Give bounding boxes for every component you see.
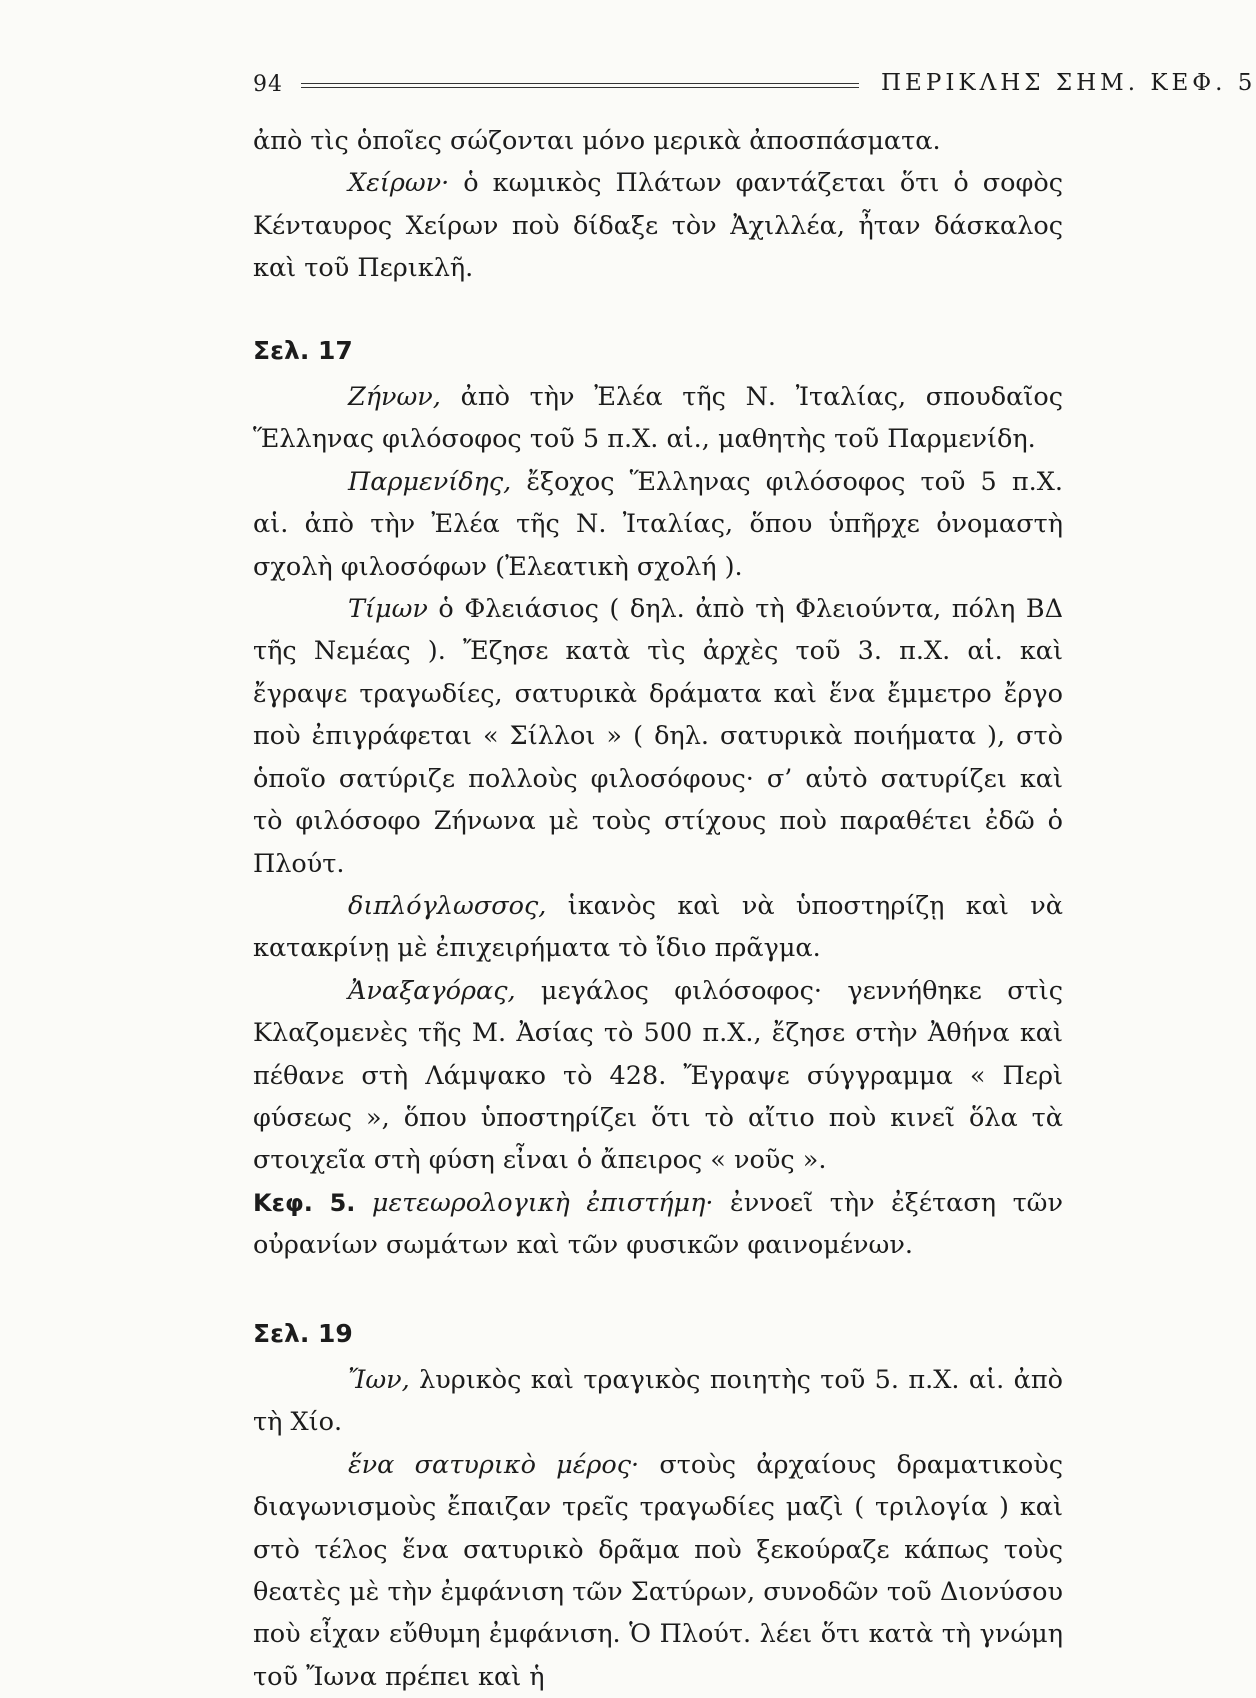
note-paragraph bbox=[253, 970, 1063, 1182]
note-paragraph bbox=[253, 162, 1063, 289]
note-text: ὁ κωμικὸς Πλάτων φαντάζεται ὅτι ὁ σοφὸς Κένταυρος Χείρων ποὺ δίδαξε τὸν Ἀχιλλέα, ἦταν δάσκαλος καὶ τοῦ Περικλῆ. bbox=[253, 168, 1063, 284]
note-paragraph bbox=[253, 376, 1063, 461]
chapter-label: Κεφ. 5. bbox=[253, 1188, 356, 1217]
note-paragraph bbox=[253, 1444, 1063, 1698]
note-text: μεγάλος φιλόσοφος· γεννήθηκε στὶς Κλαζομενὲς τῆς Μ. Ἀσίας τὸ 500 π.Χ., ἔζησε στὴν Ἀθήνα καὶ πέθανε στὴ Λάμψακο τὸ 428. Ἔγραψε σύγγραμμα « Περὶ φύσεως », ὅπου ὑποστηρίζει ὅτι τὸ αἴτιο ποὺ κινεῖ ὅλα τὰ στοιχεῖα στὴ φύση εἶναι ὁ ἄπειρος « νοῦς ». bbox=[253, 975, 1063, 1176]
section-heading: Σελ. 19 bbox=[253, 1318, 353, 1348]
note-text: ἔξοχος Ἕλληνας φιλόσοφος τοῦ 5 π.Χ. αἱ. ἀπὸ τὴν Ἐλέα τῆς Ν. Ἰταλίας, ὅπου ὑπῆρχε ὀνομαστὴ σχολὴ φιλοσόφων (Ἐλεατικὴ σχολή ). bbox=[253, 466, 1063, 582]
paragraph: ἀπὸ τὶς ὁποῖες σώζονται μόνο μερικὰ ἀποσπάσματα. bbox=[253, 126, 941, 156]
note-term: Παρμενίδης, bbox=[348, 466, 512, 497]
section-heading: Σελ. 17 bbox=[253, 335, 353, 365]
note-term: Ἴων, bbox=[348, 1364, 410, 1395]
note-term: ἕνα σατυρικὸ μέρος· bbox=[348, 1449, 640, 1480]
note-term: Ἀναξαγόρας, bbox=[348, 975, 516, 1006]
note-text: ἱκανὸς καὶ νὰ ὑποστηρίζῃ καὶ νὰ κατακρίνῃ μὲ ἐπιχειρήματα τὸ ἴδιο πρᾶγμα. bbox=[253, 890, 1063, 964]
note-text: ἐννοεῖ τὴν ἐξέταση τῶν οὐρανίων σωμάτων καὶ τῶν φυσικῶν φαινομένων. bbox=[253, 1187, 1063, 1261]
page-number: 94 bbox=[253, 72, 283, 97]
note-term: μετεωρολογικὴ ἐπιστήμη· bbox=[355, 1187, 714, 1218]
page-header bbox=[253, 66, 1256, 106]
note-paragraph bbox=[253, 461, 1063, 588]
chapter-note-paragraph bbox=[253, 1182, 1063, 1267]
note-text: λυρικὸς καὶ τραγικὸς ποιητὴς τοῦ 5. π.Χ. αἱ. ἀπὸ τὴ Χίο. bbox=[253, 1364, 1063, 1438]
note-paragraph bbox=[253, 588, 1063, 885]
page-body bbox=[253, 120, 1063, 1698]
note-text: στοὺς ἀρχαίους δραματικοὺς διαγωνισμοὺς ἔπαιζαν τρεῖς τραγωδίες μαζὶ ( τριλογία ) καὶ στὸ τέλος ἕνα σατυρικὸ δρᾶμα ποὺ ξεκούραζε κάπως τοὺς θεατὲς μὲ τὴν ἐμφάνιση τῶν Σατύρων, συνοδῶν τοῦ Διονύσου ποὺ εἶχαν εὔθυμη ἐμφάνιση. Ὁ Πλούτ. λέει ὅτι κατὰ τὴ γνώμη τοῦ Ἴωνα πρέπει καὶ ἡ bbox=[253, 1449, 1063, 1692]
note-text: ἀπὸ τὴν Ἐλέα τῆς Ν. Ἰταλίας, σπουδαῖος Ἕλληνας φιλόσοφος τοῦ 5 π.Χ. αἱ., μαθητὴς τοῦ Παρμενίδη. bbox=[253, 382, 1063, 455]
note-paragraph bbox=[253, 885, 1063, 970]
note-paragraph bbox=[253, 1359, 1063, 1444]
header-double-rule bbox=[301, 83, 859, 88]
note-term: διπλόγλωσσος, bbox=[348, 890, 547, 921]
note-text: ὁ Φλειάσιος ( δηλ. ἀπὸ τὴ Φλειούντα, πόλη ΒΔ τῆς Νεμέας ). Ἔζησε κατὰ τὶς ἀρχὲς τοῦ 3. π.Χ. αἱ. καὶ ἔγραψε τραγωδίες, σατυρικὰ δράματα καὶ ἕνα ἔμμετρο ἔργο ποὺ ἐπιγράφεται « Σίλλοι » ( δηλ. σατυρικὰ ποιήματα ), στὸ ὁποῖο σατύριζε πολλοὺς φιλοσόφους· σ’ αὐτὸ σατυρίζει καὶ τὸ φιλόσοφο Ζήνωνα μὲ τοὺς στίχους ποὺ παραθέτει ἐδῶ ὁ Πλούτ. bbox=[253, 594, 1063, 879]
running-head: ΠΕΡΙΚΛΗΣ ΣΗΜ. ΚΕΦ. 5 bbox=[881, 70, 1256, 96]
note-term: Χείρων· bbox=[348, 168, 450, 199]
note-term: Τίμων bbox=[348, 594, 428, 625]
note-term: Ζήνων, bbox=[348, 382, 441, 413]
